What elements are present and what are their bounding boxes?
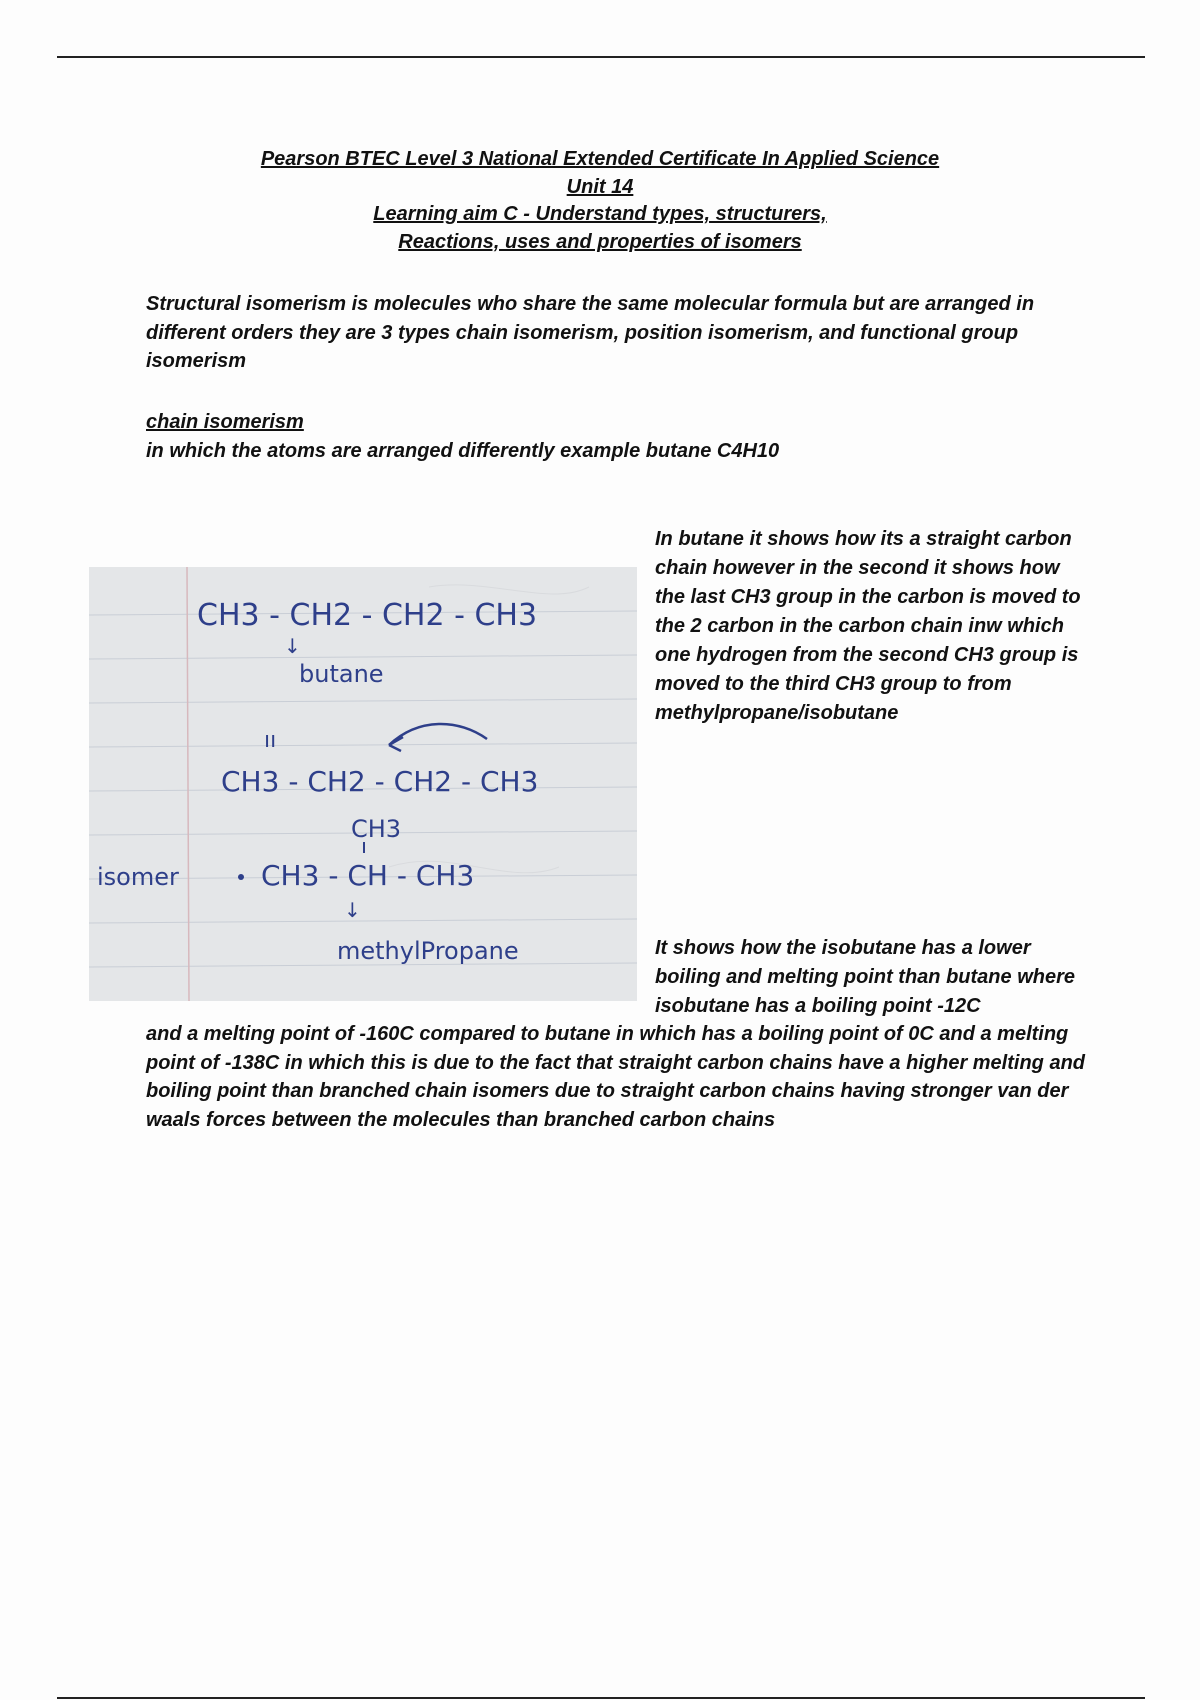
title-line-1: Pearson BTEC Level 3 National Extended Certificate In Applied Science (260, 148, 940, 170)
label-isomer: isomer (97, 863, 179, 891)
formula-butane: CH3 - CH2 - CH2 - CH3 (197, 598, 538, 633)
side-explanation-bottom: It shows how the isobutane has a lower boiling and melting point than butane where isobutane has a boiling point -12C (655, 937, 1075, 1017)
photo-svg (89, 567, 637, 1001)
bullet-dot-icon (238, 874, 244, 880)
top-rule (57, 56, 1145, 58)
bottom-rule (57, 1697, 1145, 1699)
branch-ch3: CH3 (351, 815, 402, 843)
arrow-down-1: ↓ (284, 634, 301, 658)
label-methylpropane: methylPropane (337, 937, 519, 965)
chain-isomerism-description: in which the atoms are arranged differently example butane C4H10 (146, 440, 780, 462)
arrow-down-2: ↓ (344, 898, 361, 922)
title-line-3: Learning aim C - Understand types, structurers, (373, 203, 827, 225)
handwritten-structures-photo (89, 567, 637, 1001)
formula-methylpropane: CH3 - CH - CH3 (261, 859, 475, 892)
formula-butane-rearranged: CH3 - CH2 - CH2 - CH3 (221, 765, 539, 798)
side-explanation-top: In butane it shows how its a straight carbon chain however in the second it shows how the last CH3 group in the carbon is moved to the 2 carbon in the carbon chain inw which one hydrogen from the second CH3 group is moved to the third CH3 group to from methylpropane/isobutane (655, 528, 1081, 724)
equals-mark: ıı (264, 728, 277, 753)
document-title (0, 146, 1200, 256)
continuation-paragraph: and a melting point of -160C compared to butane in which has a boiling point of 0C and a melting point of -138C in which this is due to the fact that straight carbon chains have a higher melting and boiling point than branched chain isomers due to straight carbon chains having stronger van der waals forces between the molecules than branched carbon chains (146, 1023, 1086, 1131)
title-line-2: Unit 14 (566, 175, 634, 198)
intro-paragraph: Structural isomerism is molecules who share the same molecular formula but are arranged in different orders they are 3 types chain isomerism, position isomerism, and functional group isomerism (146, 293, 1035, 372)
title-line-4: Reactions, uses and properties of isomers (398, 230, 802, 253)
chain-isomerism-heading: chain isomerism (146, 411, 304, 433)
label-butane: butane (299, 660, 384, 688)
